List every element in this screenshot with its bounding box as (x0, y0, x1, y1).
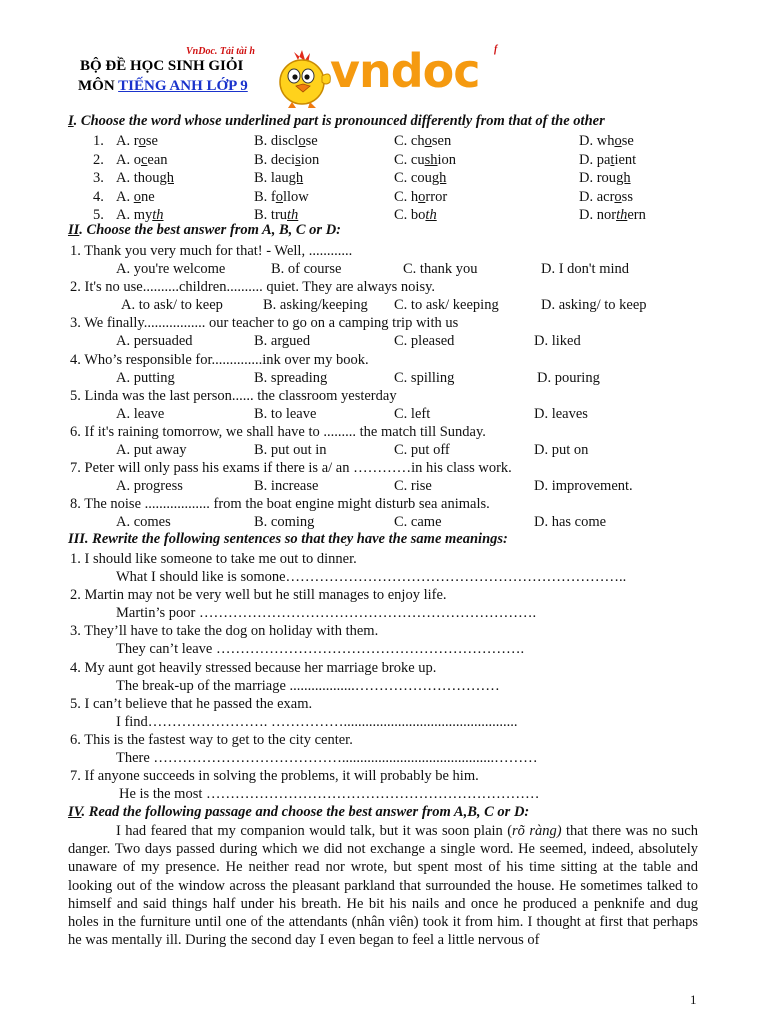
word-part: se (621, 133, 634, 149)
rewrite-sentence: 3. They’ll have to take the dog on holiday with them. (70, 623, 379, 640)
underlined-part: gh (288, 170, 304, 186)
answer-option[interactable]: C. spilling (394, 369, 455, 386)
answer-option[interactable]: D. put on (534, 442, 589, 458)
underlined-part: th (425, 207, 437, 223)
answer-option[interactable]: D. I don't mind (541, 261, 629, 277)
question-number: 4. (93, 188, 104, 205)
question-number: 3. (93, 170, 104, 186)
word-part: D. rou (579, 170, 617, 186)
rewrite-answer-line[interactable]: The break-up of the marriage ..................………………………… (116, 677, 500, 694)
option-d (579, 169, 631, 187)
answer-option[interactable]: B. put out in (254, 442, 327, 458)
underlined-part: sh (424, 151, 438, 168)
option-a (116, 169, 174, 187)
section-3-heading: III. Rewrite the following sentences so that they have the same meanings: (68, 531, 508, 547)
question-stem: 1. Thank you very much for that! - Well, ............ (70, 243, 353, 259)
answer-option[interactable]: C. to ask/ keeping (394, 297, 499, 314)
underlined-part: gh (616, 170, 631, 186)
option-c (394, 132, 451, 150)
answer-option[interactable]: A. progress (116, 478, 183, 495)
passage-body: that there was no such danger. Two days passed during which we did not exchange a single word. He seemed, indeed, absolutely unaware of my presence. He neither read nor wrote, but spent most of his time sitting at the table and looking out of the window across the pleasant parkland that surrounded the house. He sometimes talked to himself and said things half under his breath. He bit his nails and once he produced a penknife and dug holes in the furniture until one of the attendants (nhân viên) took it from him. I thought at first that perhaps he was mentally ill. During the second day I even began to feel a little nervous of (68, 823, 698, 949)
option-a (116, 132, 158, 150)
word-part: C. cu (394, 151, 425, 168)
question-stem: 5. Linda was the last person...... the classroom yesterday (70, 387, 397, 404)
word-part: ern (627, 207, 646, 223)
answer-option[interactable]: B. increase (254, 478, 319, 495)
question-stem: 7. Peter will only pass his exams if there is a/ an …………in his class work. (70, 460, 512, 477)
word-part: ion (300, 151, 320, 168)
answer-option[interactable]: C. pleased (394, 333, 455, 350)
answer-option[interactable]: A. comes (116, 514, 171, 531)
question-number: 2. (93, 151, 104, 168)
underlined-part: gh (431, 170, 447, 186)
underlined-part: o (418, 188, 426, 205)
section-2-heading (68, 222, 341, 239)
word-part: A. (116, 188, 134, 205)
section-4-title: . Read the following passage and choose the best answer from A,B, C or D: (81, 804, 530, 820)
option-c (394, 169, 446, 187)
word-part: C. cou (394, 170, 432, 186)
rewrite-sentence: 2. Martin may not be very well but he still manages to enjoy life. (70, 587, 447, 604)
answer-option[interactable]: C. thank you (403, 261, 478, 277)
rewrite-sentence: 5. I can’t believe that he passed the exam. (70, 695, 313, 712)
answer-option[interactable]: B. of course (271, 261, 342, 277)
question-number: 1. (93, 133, 104, 149)
section-1-heading (68, 113, 605, 130)
option-d (579, 151, 636, 169)
underlined-part: t (610, 151, 615, 168)
answer-option[interactable]: B. spreading (254, 369, 328, 386)
underlined-part: gh (159, 170, 174, 186)
word-part: rror (425, 188, 448, 205)
underlined-part: o (614, 188, 622, 205)
underlined-part: o (138, 133, 146, 149)
answer-option[interactable]: C. rise (394, 478, 432, 495)
answer-option[interactable]: C. came (394, 514, 442, 531)
option-d (579, 132, 634, 150)
word-part: ion (437, 151, 457, 168)
underlined-part: s (295, 151, 301, 168)
option-d (579, 188, 633, 206)
section-4-number: IV (68, 804, 82, 820)
subject-link[interactable]: TIẾNG ANH LỚP 9 (118, 78, 248, 94)
question-stem: 6. If it's raining tomorrow, we shall have to ......... the match till Sunday. (70, 424, 486, 440)
vndoc-logo[interactable]: vndoc (330, 44, 480, 98)
answer-option[interactable]: B. to leave (254, 405, 317, 422)
question-stem: 2. It's no use..........children.......... quiet. They are always noisy. (70, 279, 436, 296)
doc-title-line1: BỘ ĐỀ HỌC SINH GIỎI (80, 58, 244, 74)
option-b (254, 151, 319, 169)
word-part: A. my (116, 207, 153, 223)
rewrite-answer-line[interactable]: Martin’s poor ……………………………………………………………. (116, 605, 537, 622)
option-b (254, 169, 303, 187)
underlined-part: th (152, 207, 164, 223)
answer-option[interactable]: D. has come (534, 514, 607, 531)
word-part: A. r (116, 133, 139, 149)
section-2-title: . Choose the best answer from A, B, C or D: (79, 222, 341, 238)
rewrite-answer-line[interactable]: There …………………………………..........................................……… (116, 750, 538, 766)
answer-option[interactable]: A. to ask/ to keep (121, 297, 223, 314)
rewrite-answer-line[interactable]: I find……………………. ……………................................................ (116, 713, 518, 730)
word-part: C. ch (394, 133, 425, 149)
word-part: se (145, 133, 158, 149)
word-part: D. nor (579, 207, 617, 223)
answer-option[interactable]: D. asking/ to keep (541, 297, 647, 314)
answer-option[interactable]: D. improvement. (534, 478, 633, 495)
page-number: 1 (690, 992, 697, 1007)
option-a (116, 188, 155, 206)
word-part: B. f (254, 188, 276, 205)
answer-option[interactable]: B. argued (254, 333, 311, 350)
word-part: B. lau (254, 170, 289, 186)
option-d (579, 206, 646, 224)
passage-gloss: rõ ràng) (512, 823, 562, 839)
vndoc-chick-icon (272, 46, 334, 110)
word-part: C. h (394, 188, 419, 205)
word-part: sen (431, 133, 452, 149)
section-2-number: II (68, 222, 80, 238)
answer-option[interactable]: B. coming (254, 514, 315, 531)
rewrite-sentence: 7. If anyone succeeds in solving the problems, it will probably be him. (70, 768, 479, 785)
reading-passage (68, 822, 698, 949)
word-part: se (305, 133, 318, 149)
watermark-text: VnDoc. Tải tài h (186, 46, 255, 57)
doc-title-prefix: MÔN (78, 78, 119, 94)
option-b (254, 188, 309, 206)
word-part: D. wh (579, 133, 615, 149)
answer-option[interactable]: C. left (394, 405, 431, 422)
answer-option[interactable]: A. you're welcome (116, 261, 226, 277)
option-c (394, 188, 447, 206)
word-part: llow (283, 188, 309, 205)
option-b (254, 132, 318, 150)
rewrite-sentence: 4. My aunt got heavily stressed because her marriage broke up. (70, 659, 437, 676)
word-part: ient (614, 151, 637, 168)
underlined-part: o (298, 133, 306, 149)
rewrite-sentence: 6. This is the fastest way to get to the city center. (70, 732, 353, 748)
question-number: 5. (93, 207, 104, 223)
underlined-part: o (133, 188, 141, 205)
answer-option[interactable]: C. put off (394, 442, 450, 458)
word-part: D. acr (579, 188, 615, 205)
word-part: ean (147, 151, 168, 168)
rewrite-answer-line[interactable]: He is the most …………………………………………………………… (119, 786, 540, 803)
answer-option[interactable]: A. putting (116, 369, 175, 386)
word-part: D. pa (579, 151, 611, 168)
word-part: B. discl (254, 133, 299, 149)
doc-title-line2 (78, 78, 248, 95)
word-part: A. o (116, 151, 141, 168)
answer-option[interactable]: B. asking/keeping (263, 297, 368, 314)
underlined-part: o (424, 133, 432, 149)
word-part: ne (140, 188, 155, 205)
watermark-text-end: f (494, 44, 498, 55)
question-stem: 3. We finally................. our teacher to go on a camping trip with us (70, 315, 459, 332)
word-part: ss (621, 188, 633, 205)
option-a (116, 151, 168, 169)
question-stem: 4. Who’s responsible for..............ink over my book. (70, 351, 369, 368)
answer-option[interactable]: D. leaves (534, 405, 588, 422)
word-part: B. deci (254, 151, 296, 168)
option-c (394, 206, 437, 224)
word-part: A. thou (116, 170, 160, 186)
underlined-part: o (275, 188, 283, 205)
question-stem: 8. The noise .................. from the boat engine might disturb sea animals. (70, 496, 490, 513)
word-part: B. tru (254, 207, 288, 223)
underlined-part: c (140, 151, 148, 168)
answer-option[interactable]: D. pouring (537, 369, 600, 386)
rewrite-answer-line[interactable]: They can’t leave ………………………………………………………. (116, 641, 525, 658)
answer-option[interactable]: D. liked (534, 333, 581, 350)
section-4-heading (68, 804, 529, 821)
underlined-part: o (614, 133, 622, 149)
answer-option[interactable]: A. persuaded (116, 333, 193, 350)
passage-start: I had feared that my companion would talk, but it was soon plain ( (116, 823, 513, 839)
answer-option[interactable]: A. leave (116, 405, 165, 422)
answer-option[interactable]: A. put away (116, 442, 187, 458)
underlined-part: th (616, 207, 628, 223)
option-c (394, 151, 456, 169)
word-part: C. bo (394, 207, 426, 223)
section-1-title: . Choose the word whose underlined part is pronounced differently from that of the other (73, 113, 605, 129)
underlined-part: th (287, 207, 299, 223)
section-1-number: I (68, 113, 74, 129)
rewrite-answer-line[interactable]: What I should like is somone…………………………………………………………….. (116, 569, 627, 585)
rewrite-sentence: 1. I should like someone to take me out to dinner. (70, 551, 357, 567)
